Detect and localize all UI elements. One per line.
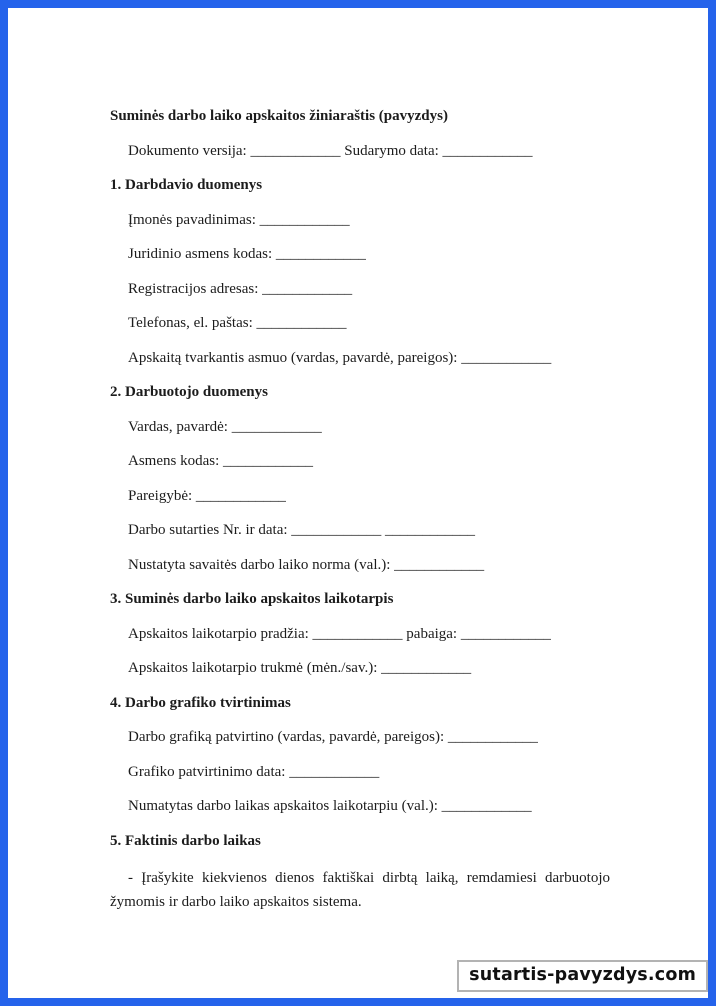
field-weekly-norm: Nustatyta savaitės darbo laiko norma (val.): ____________ [128, 556, 485, 573]
field-employee-name: Vardas, pavardė: ____________ [128, 418, 322, 435]
watermark-label: sutartis-pavyzdys.com [469, 965, 696, 985]
section-5-note: - Įrašykite kiekvienos dienos faktiškai dirbtą laiką, remdamiesi darbuotojo žymomis ir darbo laiko apskaitos sistema. [110, 870, 610, 910]
field-accounting-person: Apskaitą tvarkantis asmuo (vardas, pavardė, pareigos): ____________ [128, 349, 552, 366]
field-contract-number-date: Darbo sutarties Nr. ir data: ____________ ____________ [128, 522, 476, 538]
document-title: Suminės darbo laiko apskaitos žiniaraštis (pavyzdys) [110, 108, 448, 124]
field-schedule-approved-by: Darbo grafiką patvirtino (vardas, pavardė, pareigos): ____________ [128, 729, 538, 745]
document-body [110, 107, 610, 914]
meta-line: Dokumento versija: ____________ Sudarymo data: ____________ [128, 142, 533, 159]
field-period-duration: Apskaitos laikotarpio trukmė (mėn./sav.): ____________ [128, 660, 472, 676]
field-company-name: Įmonės pavadinimas: ____________ [128, 211, 350, 228]
field-registration-address: Registracijos adresas: ____________ [128, 280, 353, 297]
section-5-heading: 5. Faktinis darbo laikas [110, 832, 261, 849]
section-4-heading: 4. Darbo grafiko tvirtinimas [110, 694, 291, 711]
field-planned-work-time: Numatytas darbo laikas apskaitos laikotarpiu (val.): ____________ [128, 798, 532, 814]
field-legal-entity-code: Juridinio asmens kodas: ____________ [128, 246, 366, 262]
section-1-heading: 1. Darbdavio duomenys [110, 177, 263, 193]
watermark-badge [457, 960, 708, 992]
field-phone-email: Telefonas, el. paštas: ____________ [128, 315, 347, 331]
field-position: Pareigybė: ____________ [128, 487, 286, 504]
section-2-heading: 2. Darbuotojo duomenys [110, 384, 268, 400]
section-3-heading: 3. Suminės darbo laiko apskaitos laikotarpis [110, 591, 394, 607]
field-period-start-end: Apskaitos laikotarpio pradžia: ____________ pabaiga: ____________ [128, 625, 551, 642]
field-personal-code: Asmens kodas: ____________ [128, 453, 313, 469]
field-schedule-approval-date: Grafiko patvirtinimo data: ____________ [128, 763, 380, 780]
